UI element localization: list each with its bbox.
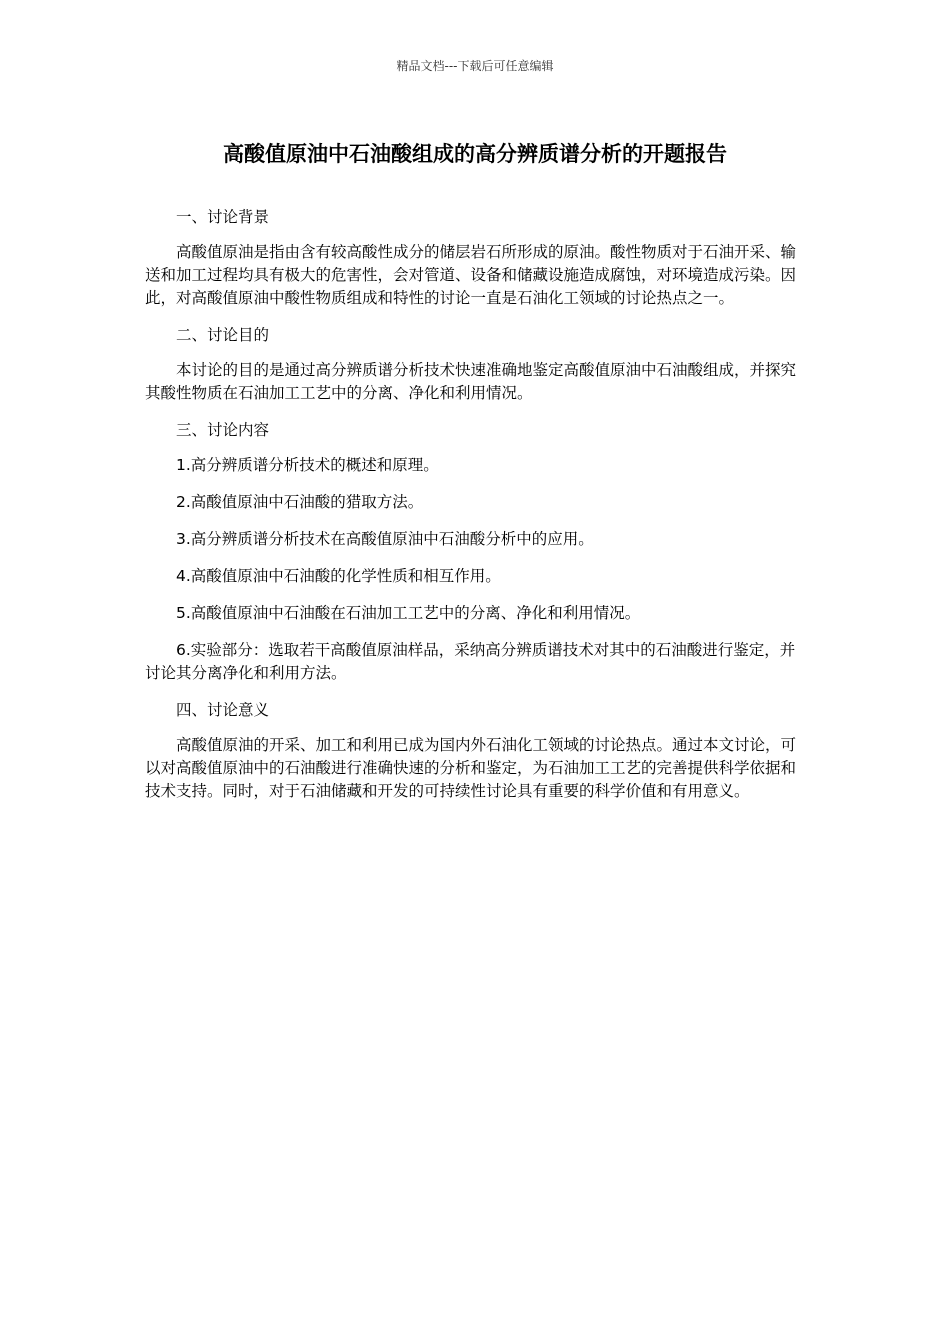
section-heading-significance: 四、讨论意义 [176,701,270,719]
paragraph-significance: 高酸值原油的开采、加工和利用已成为国内外石油化工领域的讨论热点。通过本文讨论，可以对高酸值原油中的石油酸进行准确快速的分析和鉴定，为石油加工工艺的完善提供科学依据和技术支持。同时，对于石油储藏和开发的可持续性讨论具有重要的科学价值和有用意义。 [145,736,797,800]
document-title: 高酸值原油中石油酸组成的高分辨质谱分析的开题报告 [223,142,727,166]
paragraph-background: 高酸值原油是指由含有较高酸性成分的储层岩石所形成的原油。酸性物质对于石油开采、输送和加工过程均具有极大的危害性，会对管道、设备和储藏设施造成腐蚀，对环境造成污染。因此，对高酸值原油中酸性物质组成和特性的讨论一直是石油化工领域的讨论热点之一。 [145,243,797,307]
section-heading-background: 一、讨论背景 [176,208,270,226]
content-item-5: 5.高酸值原油中石油酸在石油加工工艺中的分离、净化和利用情况。 [176,604,641,622]
paragraph-purpose: 本讨论的目的是通过高分辨质谱分析技术快速准确地鉴定高酸值原油中石油酸组成，并探究其酸性物质在石油加工工艺中的分离、净化和利用情况。 [145,361,797,402]
content-item-2: 2.高酸值原油中石油酸的猎取方法。 [176,493,424,511]
content-item-4: 4.高酸值原油中石油酸的化学性质和相互作用。 [176,567,501,585]
section-heading-content: 三、讨论内容 [176,421,270,439]
document-body [145,206,805,817]
content-item-3: 3.高分辨质谱分析技术在高酸值原油中石油酸分析中的应用。 [176,530,594,548]
section-heading-purpose: 二、讨论目的 [176,326,270,344]
content-item-6: 6.实验部分：选取若干高酸值原油样品，采纳高分辨质谱技术对其中的石油酸进行鉴定，并讨论其分离净化和利用方法。 [145,641,796,682]
header-note: 精品文档---下载后可任意编辑 [396,59,554,73]
content-item-1: 1.高分辨质谱分析技术的概述和原理。 [176,456,439,474]
